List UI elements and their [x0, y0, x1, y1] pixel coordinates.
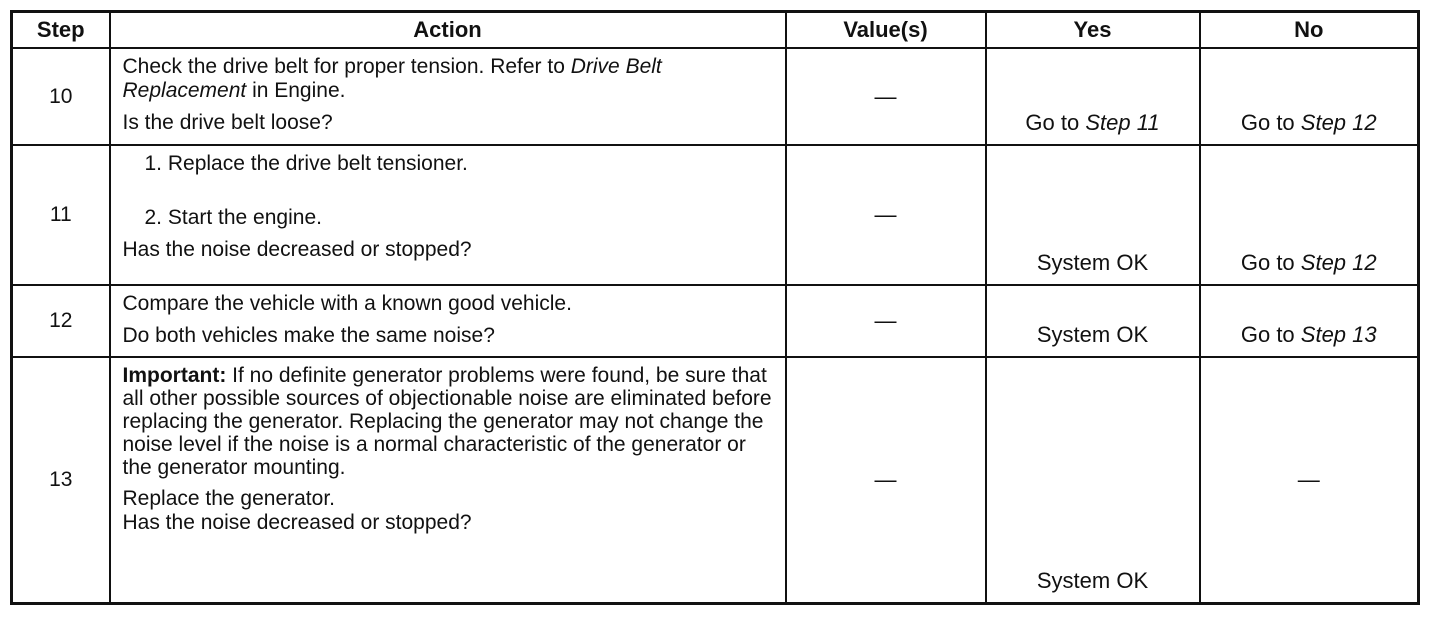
no-step-link: Step 13: [1300, 322, 1377, 348]
header-value: Value(s): [786, 12, 986, 49]
no-cell: [1200, 48, 1419, 145]
action-cell: [110, 285, 786, 357]
header-step: Step: [12, 12, 110, 49]
action-cell: [110, 357, 786, 603]
value-cell: —: [786, 145, 986, 285]
header-row: [12, 12, 1419, 49]
action-text: Check the drive belt for proper tension. Refer to: [122, 55, 571, 78]
no-text: Go to: [1240, 250, 1301, 276]
value-cell: —: [786, 48, 986, 145]
value-cell: —: [786, 285, 986, 357]
no-step-link: Step 12: [1300, 250, 1377, 276]
action-text: in Engine.: [246, 79, 346, 102]
no-step-link: Step 12: [1300, 110, 1377, 136]
action-reference: Drive Belt Replacement: [122, 55, 662, 102]
step-number: 12: [12, 285, 110, 357]
action-cell: [110, 145, 786, 285]
no-text: Go to: [1240, 110, 1301, 136]
table-row: [12, 285, 1419, 357]
no-cell: [1200, 285, 1419, 357]
table-row: [12, 48, 1419, 145]
important-note: [123, 364, 775, 479]
action-question: Has the noise decreased or stopped?: [122, 511, 472, 535]
important-label: Important:: [122, 364, 227, 388]
action-question: Has the noise decreased or stopped?: [122, 238, 472, 262]
action-list-item: 2. Start the engine.: [144, 206, 322, 230]
diagnostic-table: [10, 10, 1420, 605]
yes-text: Go to: [1025, 110, 1086, 136]
yes-cell: System OK: [986, 285, 1200, 357]
no-text: Go to: [1240, 322, 1301, 348]
important-text: If no definite generator problems were found, be sure that all other possible sources of objectionable noise are eliminated before replacing the generator. Replacing the generator may not change the noise level if the noise is a normal characteristic of the generator or the generator mounting.: [122, 364, 772, 480]
action-instruction: Compare the vehicle with a known good vehicle.: [122, 292, 572, 316]
table-row: [12, 145, 1419, 285]
value-cell: —: [786, 357, 986, 603]
no-cell: —: [1200, 357, 1419, 603]
yes-step-link: Step 11: [1085, 110, 1160, 136]
header-action: Action: [110, 12, 786, 49]
header-yes: Yes: [986, 12, 1200, 49]
action-question: Is the drive belt loose?: [122, 111, 333, 134]
action-cell: [110, 48, 786, 145]
action-instruction: Replace the generator.: [122, 487, 335, 511]
step-number: 10: [12, 48, 110, 145]
step-number: 13: [12, 357, 110, 603]
yes-cell: [986, 48, 1200, 145]
action-list-item: 1. Replace the drive belt tensioner.: [144, 152, 468, 176]
step-number: 11: [12, 145, 110, 285]
header-no: No: [1200, 12, 1419, 49]
action-question: Do both vehicles make the same noise?: [122, 324, 495, 348]
yes-cell: System OK: [986, 357, 1200, 603]
table-row: [12, 357, 1419, 603]
no-cell: [1200, 145, 1419, 285]
yes-cell: System OK: [986, 145, 1200, 285]
action-instruction: [123, 55, 775, 103]
